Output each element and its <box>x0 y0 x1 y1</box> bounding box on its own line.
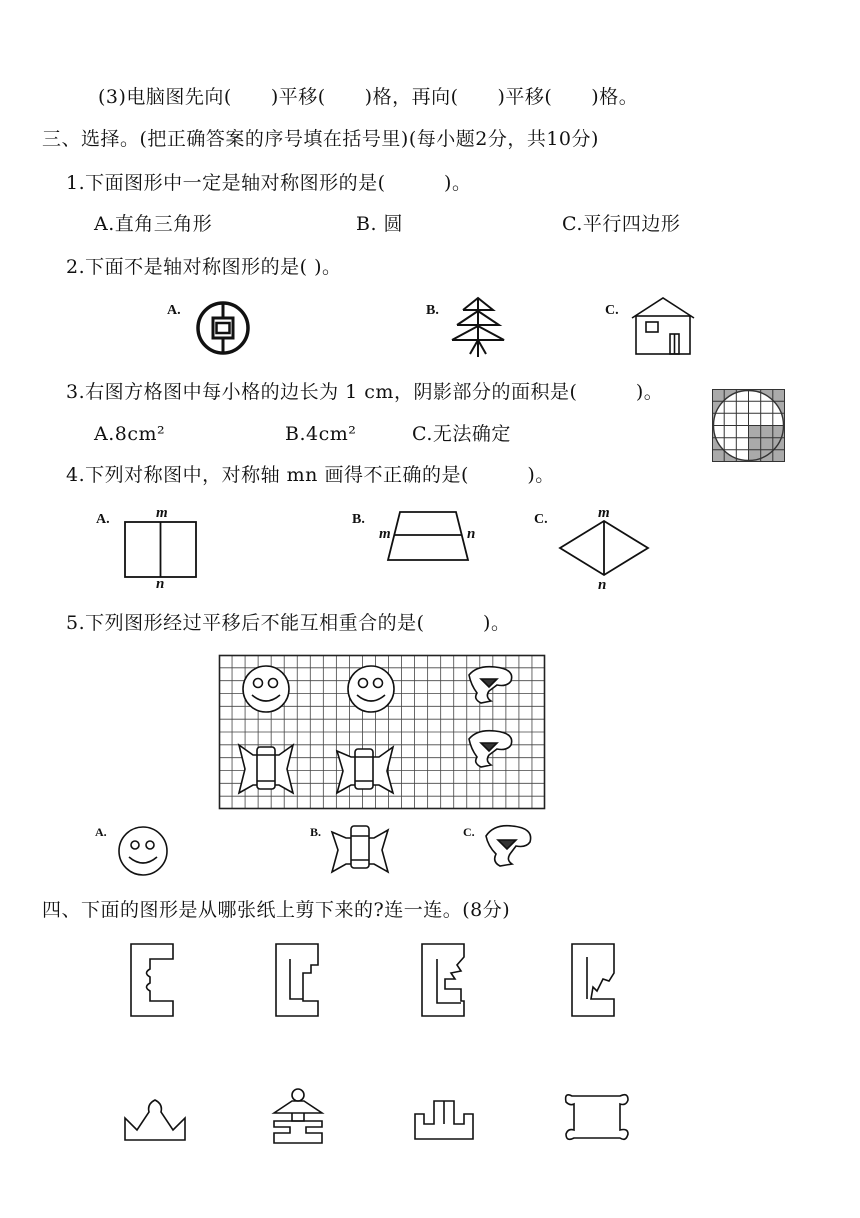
crown-shape <box>123 1092 187 1142</box>
rectangle-axis-figure <box>124 521 198 579</box>
rhombus-axis-figure <box>558 520 650 576</box>
q5-label-c: C. <box>463 825 475 839</box>
trapezoid-axis-figure <box>386 510 470 562</box>
q4-label-b: B. <box>352 512 365 527</box>
smiley-option <box>117 825 169 877</box>
q4-a-m: m <box>156 505 168 521</box>
q5-label-b: B. <box>310 825 322 839</box>
q1-option-a: A.直角三角形 <box>94 213 213 235</box>
q1-option-c: C.平行四边形 <box>562 213 681 235</box>
bowtie-option <box>330 822 390 874</box>
q4-b-m: m <box>379 526 391 542</box>
q5-label-a: A. <box>95 825 107 839</box>
q4-b-n: n <box>467 526 476 542</box>
q4-stem: 4.下列对称图中，对称轴 mn 画得不正确的是( )。 <box>66 464 555 486</box>
pagoda-shape <box>270 1087 326 1145</box>
q4-c-m: m <box>598 505 610 521</box>
q3-option-b: B.4cm² <box>285 423 357 445</box>
paper-shape-3 <box>421 943 465 1017</box>
q4-label-a: A. <box>96 512 110 527</box>
q4-label-c: C. <box>534 512 548 527</box>
tree-figure <box>450 296 506 358</box>
q4-c-n: n <box>598 577 607 593</box>
q1-option-b: B. 圆 <box>356 213 404 235</box>
q3-stem: 3.右图方格图中每小格的边长为 1 cm，阴影部分的面积是( )。 <box>66 381 664 403</box>
paper-shape-2 <box>275 943 319 1017</box>
circle-grid-figure <box>712 389 786 463</box>
section4-heading: 四、下面的图形是从哪张纸上剪下来的?连一连。(8分) <box>42 899 511 921</box>
q1-stem: 1.下面图形中一定是轴对称图形的是( )。 <box>66 172 472 194</box>
section3-heading: 三、选择。(把正确答案的序号填在括号里)(每小题2分，共10分) <box>42 128 599 150</box>
bone-shape <box>562 1090 632 1144</box>
q3-option-a: A.8cm² <box>94 423 166 445</box>
coin-figure <box>195 300 253 356</box>
paper-shape-1 <box>130 943 174 1017</box>
castle-shape <box>414 1100 474 1140</box>
paper-shape-4 <box>571 943 615 1017</box>
q4-a-n: n <box>156 576 165 592</box>
q3-option-c: C.无法确定 <box>412 423 511 445</box>
house-figure <box>630 296 696 356</box>
q5-stem: 5.下列图形经过平移后不能互相重合的是( )。 <box>66 612 511 634</box>
q2-3-line: (3)电脑图先向( )平移( )格，再向( )平移( )格。 <box>98 86 639 108</box>
q2-stem: 2.下面不是轴对称图形的是( )。 <box>66 256 342 278</box>
translation-grid-figure <box>219 655 546 810</box>
mushroom-option <box>484 822 536 872</box>
q2-label-b: B. <box>426 303 439 318</box>
q2-label-a: A. <box>167 303 181 318</box>
q2-label-c: C. <box>605 303 619 318</box>
